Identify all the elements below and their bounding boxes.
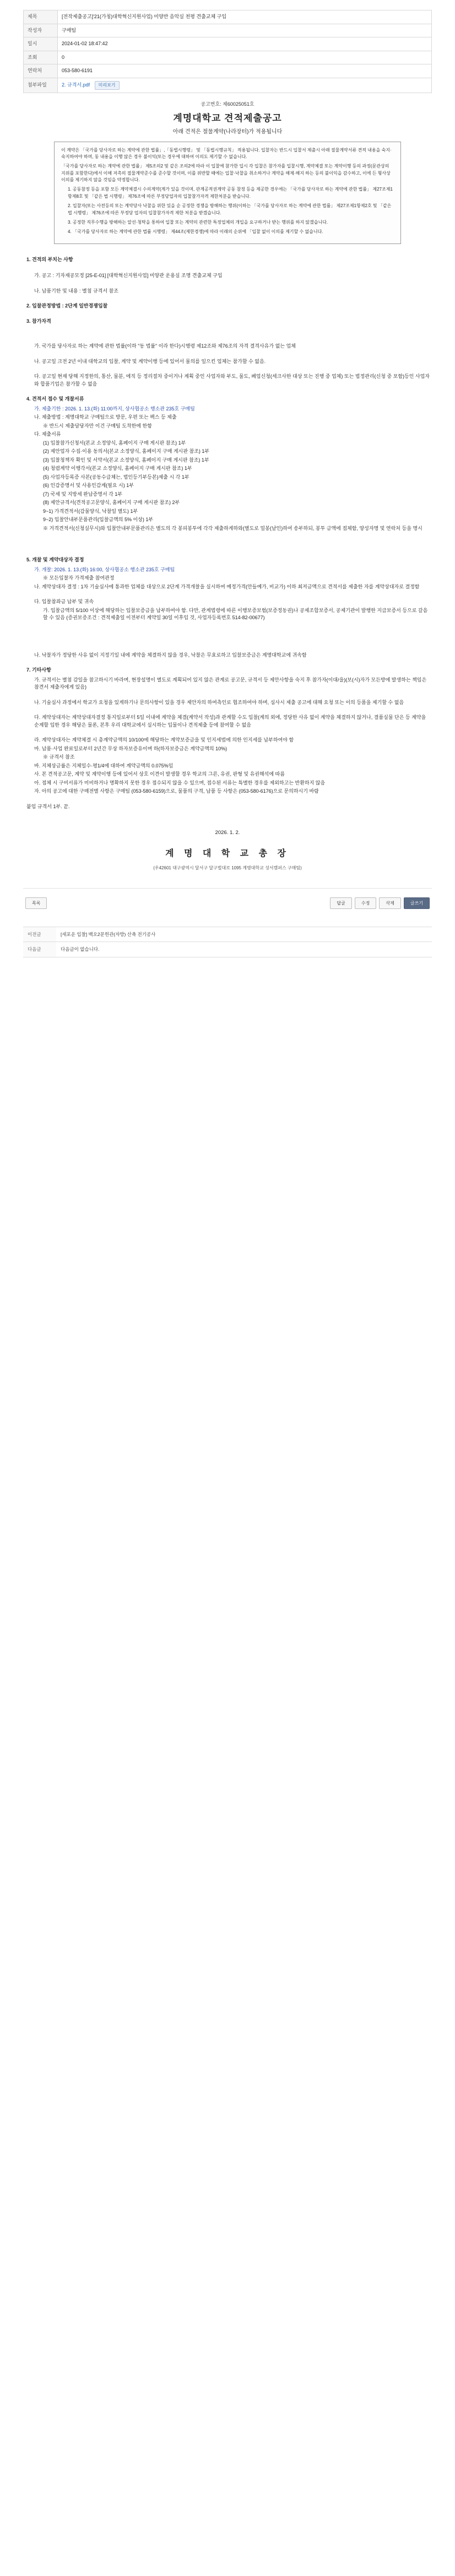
nav-value-prev[interactable]: [세포운 입찰] 백오2문헌관(자방) 산축 전기공사 xyxy=(56,927,432,942)
attachment-link[interactable]: 2. 규격서.pdf xyxy=(62,82,90,88)
nav-row-prev[interactable] xyxy=(23,927,432,942)
section-qualification xyxy=(23,318,432,388)
section-heading: 3. 참가자격 xyxy=(26,318,51,324)
page-subtitle: 아래 견적은 절물계약(나라장터)가 적용됩니다 xyxy=(172,128,283,135)
meta-label-author: 작성자 xyxy=(24,24,58,37)
section-line: 9~2) 입찰안내부문품관리(입찰금액의 5% 이상) 1부 xyxy=(43,517,154,523)
section-line: 가. 국가를 당사자로 하는 계약에 관한 법률(이하 "동 법률" 이라 한다)시행령 제12조와 제76조의 자격 결격사유가 없는 업체 xyxy=(34,343,296,349)
meta-value-phone: 053-580-6191 xyxy=(58,64,432,78)
section-line: ※ 반드시 제출담당자만 이건 구매팀 도착한에 한함 xyxy=(43,423,152,429)
meta-label-phone: 연락처 xyxy=(24,64,58,78)
pledge-line: 4. 「국가를 당사자로 하는 계약에 관한 법률 시행령」 제44조(제한경쟁)에 따라 이래의 순위에 「입찰 없이 이의를 제기할 수 없습니다. xyxy=(68,229,323,235)
section-line: (5) 사업자등록증 사본(공동수급체는, 법인등기부등본)제출 시 각 1부 xyxy=(43,474,189,480)
attachment-preview-button[interactable]: 미리보기 xyxy=(95,81,120,90)
nav-row-next xyxy=(23,942,432,957)
section-line: 다. 제출서류 xyxy=(34,431,61,437)
section-line: 나. 계약상대자 결정 : 1차 기술심사에 통과한 업체를 대상으로 2단계 가격개찰을 실시하여 예정가격(안들예가, 비교가) 이하 최저금액으로 견적서를 제출한 자를 계약상대자로 결정함 xyxy=(34,583,420,589)
meta-value-attachment xyxy=(58,78,432,93)
meta-value-date: 2024-01-02 18:47:42 xyxy=(58,37,432,51)
table-row xyxy=(24,64,432,78)
section-heading: 4. 견적서 접수 및 개찰서류 xyxy=(26,396,84,402)
section-deposit-forfeit xyxy=(23,652,432,659)
section-attachment-note xyxy=(23,803,432,811)
section-line: ※ 거격견적서(신청실무시)와 입찰안내부문품관리은 별도의 각 봉피봉투에 각각 제출하게하와(별도로 밀봉(날인)하여 송부하되, 봉투 금액에 접체함, 양성자명 및 연락처 등을 명시 xyxy=(43,525,422,531)
section-line: 자. 아의 공고에 대한 구매전별 사항은 구매팀 (053-580-6159)으로, 물품의 구격, 납품 등 사항은 (053-580-6176)으로 문의하시기 바람 xyxy=(34,788,319,794)
section-submission xyxy=(23,396,432,532)
section-line: 마. 납품·사업 완료일로부터 2년간 무상 하자보증유이며 하(하자보증금은 계약금액의 10%) xyxy=(34,745,228,751)
signature-date: 2026. 1. 2. xyxy=(215,830,240,836)
meta-label-views: 조회 xyxy=(24,51,58,64)
table-row xyxy=(24,78,432,93)
section-line: 라. 계약상대자는 계약체결 시 총계약금액의 10/100에 해당하는 계약보증금을 및 인지세법에 의한 인지세를 납부하여야 함 xyxy=(34,737,294,743)
document-number: 공고번호: 제60025051호 xyxy=(201,101,254,107)
nav-value-next: 다음글이 없습니다. xyxy=(56,942,432,957)
post-meta-table xyxy=(23,10,432,93)
section-bid-method xyxy=(23,302,432,310)
button-group-right xyxy=(330,897,430,909)
section-line: 다. 계약상대자는 계약상대자결정 통지일로부터 5일 이내에 계약을 체결(계약서 작성)과 관계할 수도 입찰(계의 외에, 정당한 사유 없이 계약을 체결하지 않거나, 결품실물 단은 등 계약을 순계할 입한 경우 해당은 물론, 본후 우리 대학교에서 실시하는 입물이나 견적제출 등에 참여할 수 없음 xyxy=(34,715,426,728)
edit-button[interactable]: 수정 xyxy=(355,897,376,909)
section-line: (6) 인감증명서 및 사용인감계(필요 시) 1부 xyxy=(43,483,134,489)
section-line: 가. 입찰금액의 5/100 이상에 해당하는 입찰보증금을 납부하여야 함. 다만, 관계법령에 따른 이행보증보험(보증정동권)나 공제조합보증서, 공제기관이 발행한 지급보증서 등으로 갈음할 수 있음 (증권보증조건 : 견적제출일 이전부터 계약일 30일 이후임 것, 사업자등록번호 514-82-00677) xyxy=(43,607,428,621)
nav-label-prev: 이전글 xyxy=(23,927,56,942)
meta-value-views: 0 xyxy=(58,51,432,64)
section-heading: 1. 견적의 부치는 사항 xyxy=(26,256,73,262)
section-line: (2) 제안업자 수집·이용 동의서(본교 소정양식, 홈페이지 구매 게시판 참조) 1부 xyxy=(43,448,210,454)
section-line: 나. 공고일 크전 2년 이내 대학교의 입찰, 계약 및 계약이행 등에 있어서 물의를 일으킨 업체는 참가할 수 없음. xyxy=(34,358,266,364)
section-line: 사. 본 견적공고문, 계약 및 계약이행 등에 있어서 상호 이견이 발생할 경우 학교의 그른, 유권, 판형 및 유권해석에 따름 xyxy=(34,771,285,777)
reply-button[interactable]: 답글 xyxy=(330,897,351,909)
meta-label-title: 제목 xyxy=(24,10,58,24)
section-line: (8) 제안규격서(견적공고문양식, 홈페이지 구매 게시판 참조) 2부 xyxy=(43,500,180,506)
pledge-line: 「국가를 당사자로 하는 계약에 관한 법률」 제5조의2 및 같은 조의2에 따라 이 입찰에 참가한 입시 각 입찰은 참가자를 입찰시행, 계약체결 또는 계약이행 등의 과정(문관상의 지위를 포함한다)에서 이해 저촉의 절물계약준수를 준수할 것이며, 이를 위반할 때에는 입찰·낙찰을 취소하거나 계약을 해제·해지 하는 등의 불이익을 감수하고, 이에 든 형사상 이의를 제기하지 않을 것임을 약정합니다. xyxy=(61,164,391,183)
list-button[interactable]: 목록 xyxy=(25,897,47,909)
table-row xyxy=(24,37,432,51)
table-row xyxy=(24,10,432,24)
meta-label-attachment: 첨부파일 xyxy=(24,78,58,93)
section-line-opening: 가. 개찰: 2026. 1. 13.(화) 16:00, 상사협공소 행소관 235호 구매팀 xyxy=(34,566,175,572)
signature-organization: 계 명 대 학 교 총 장 xyxy=(165,848,290,858)
meta-value-title: [전작제출공고]'21(가칭)대학혁신지원사업) 미양반 음악실 천평 견출교체 구입 xyxy=(58,10,432,24)
section-heading: 2. 입찰관정방법 : 2단계 일반경쟁입찰 xyxy=(26,303,108,309)
section-line: (7) 국세 및 지방세 완납증명서 각 1부 xyxy=(43,491,123,497)
meta-value-author: 구매팀 xyxy=(58,24,432,37)
signature-address: (우42601 대구광역시 달서구 달구벌대로 1095 계명대학교 성서캠퍼스 구매팀) xyxy=(153,865,302,870)
post-navigation xyxy=(23,927,432,958)
section-bid-details xyxy=(23,256,432,295)
table-row xyxy=(24,51,432,64)
section-line: 나. 제출방법 : 계명대학교 구매팀으로 방문, 우편 또는 팩스 등 제출 xyxy=(34,414,177,420)
section-line: (4) 청렴계약 이행각서(본교 소정양식, 홈페이지 구매 게시판 참조) 1부 xyxy=(43,466,192,472)
nav-label-next: 다음글 xyxy=(23,942,56,957)
pledge-line: 1. 공동참정 등을 포함 모든 계약체결시 수의계약(계가 있을 것이며, 관계공적권계약 공동 참정 등을 제공한 경우에는 「국가를 당사자로 하는 계약에 관한 법률」 제27조제1항제8호 및 「같은 법 시행령」 제76조에 따른 부정당업자의 입찰참가자격 제한처분을 받습니다. xyxy=(68,187,393,199)
section-line: 나. 납품기한 및 내용 : 별첨 규격서 참조 xyxy=(34,288,118,294)
section-line: 바. 지체상금률은 지체일수·평1/4에 대하여 계약금액의 0.075%임 xyxy=(34,762,174,769)
section-line: 다. 공고일 현재 당해 지정한의, 통산, 물분, 에직 등 정리절차 중이거나 계획 중인 사업자와 부도, 물도, 폐업신청(세크사한 대상 또는 진행 중 업체) 또는 법정관리(신청 중 포함)등인 사업자와 합품기업은 참가할 수 없음 xyxy=(34,374,430,387)
section-heading: 7. 기타사항 xyxy=(26,667,51,673)
section-line: 9~1) 가격견적서(감물양식, 낙찰일 별도) 1부 xyxy=(43,508,138,514)
page-title: 계명대학교 견적제출공고 xyxy=(173,113,282,123)
section-line-deadline: 가. 제출기한 : 2026. 1. 13.(화) 11:00까지, 상사협공소 행소관 235호 구매팀 xyxy=(34,405,195,412)
pledge-box xyxy=(54,142,401,244)
write-button[interactable]: 글쓰기 xyxy=(404,897,430,909)
section-line: 나. 기술심사 과정에서 학교가 요청을 있게하기나 문의사항이 있을 경우 제안자의 하여측인로 협조하여야 하며, 심사시 제출 공고에 대해 요청 또는 이의 등품을 제기할 수 없음 xyxy=(34,699,404,705)
section-line: 붙임 규격서 1부. 끝. xyxy=(26,803,70,809)
document-page xyxy=(0,0,455,979)
section-line: ※ 규격서 참조 xyxy=(43,754,75,760)
delete-button[interactable]: 삭제 xyxy=(379,897,400,909)
button-bar xyxy=(23,888,432,914)
section-line: 가. 규격서는 별첨 감일을 참고하시기 바라며, 현장설명이 별도로 계획되어 있지 않은 관계로 공고문, 규격서 등 제안사항을 숙지 후 참가자(이대/을)(보(시)자가 모든방에 발생하는 책임은 참견서 제출자에게 있음) xyxy=(34,677,427,690)
section-line: (3) 입찰청책자 확인 및 서약서(본교 소정양식, 홈페이지 구매 게시판 참조) 1부 xyxy=(43,457,209,463)
pledge-line: 2. 입찰자(또는 사전등의 또는 계약당사 낙찰을 위한 있을 순 공정한 경쟁을 방해하는 행위(이하는 「국가를 당사자로 하는 계약에 관한 법률」 제27조제1항제2호 및 「같은 법 시행령」 제76조에 따른 부정당 업자의 입찰참가자격 제한 처분을 받겠습니다. xyxy=(68,203,392,215)
section-line: 가. 공고 : 기자재공모정 [25-E-01] [대학혁신지원사업] 미양관 운용실 조명 견출교체 구입 xyxy=(34,273,223,279)
section-heading: 5. 개찰 및 계약대상자 결정 xyxy=(26,557,84,563)
section-award xyxy=(23,556,432,622)
section-other xyxy=(23,667,432,795)
table-row xyxy=(24,24,432,37)
section-line: (1) 입찰참가신청서(본교 소정양식, 홈페이지 구매 게시판 참조) 1부 xyxy=(43,440,186,446)
section-line: ※ 모든입찰자 가격제출 참여관정 xyxy=(43,575,115,581)
section-line: 다. 입찰참좌금 납부 및 귀속 xyxy=(34,599,94,605)
section-line: 나. 낙찰자가 정당한 사유 없이 지정기일 내에 계약을 체결하지 않을 경우, 낙찰은 무효로하고 입찰보증금은 계명대학교에 귀속함 xyxy=(34,652,307,658)
meta-label-date: 일시 xyxy=(24,37,58,51)
pledge-line: 3. 공정한 직무수행을 방해하는 알선·청탁을 통하여 입찰 또는 계약의 관련한 특정업체의 개입을 요구하거나 받는 행위를 하지 않겠습니다. xyxy=(68,220,328,225)
section-line: 아. 접체 시 구비서류가 미비하거나 명확하지 못한 경우 접수되지 않을 수 있으며, 접수된 서류는 특별한 경우를 제외하고는 반환하지 않음 xyxy=(34,780,326,786)
pledge-line: 이 계약은 「국가를 당사자로 하는 계약에 관한 법률」,「동법시행령」 및 「동법시행규칙」 적용됩니다. 입찰자는 반드시 입찰서 제출시 아래 절물계약서류 견적 내용을 숙지·숙지하여야 하며, 동 내용을 이행 않은 경우 불이익(또는 경우에 대하여 이의도 제기할 수 없습니다. xyxy=(61,147,392,159)
